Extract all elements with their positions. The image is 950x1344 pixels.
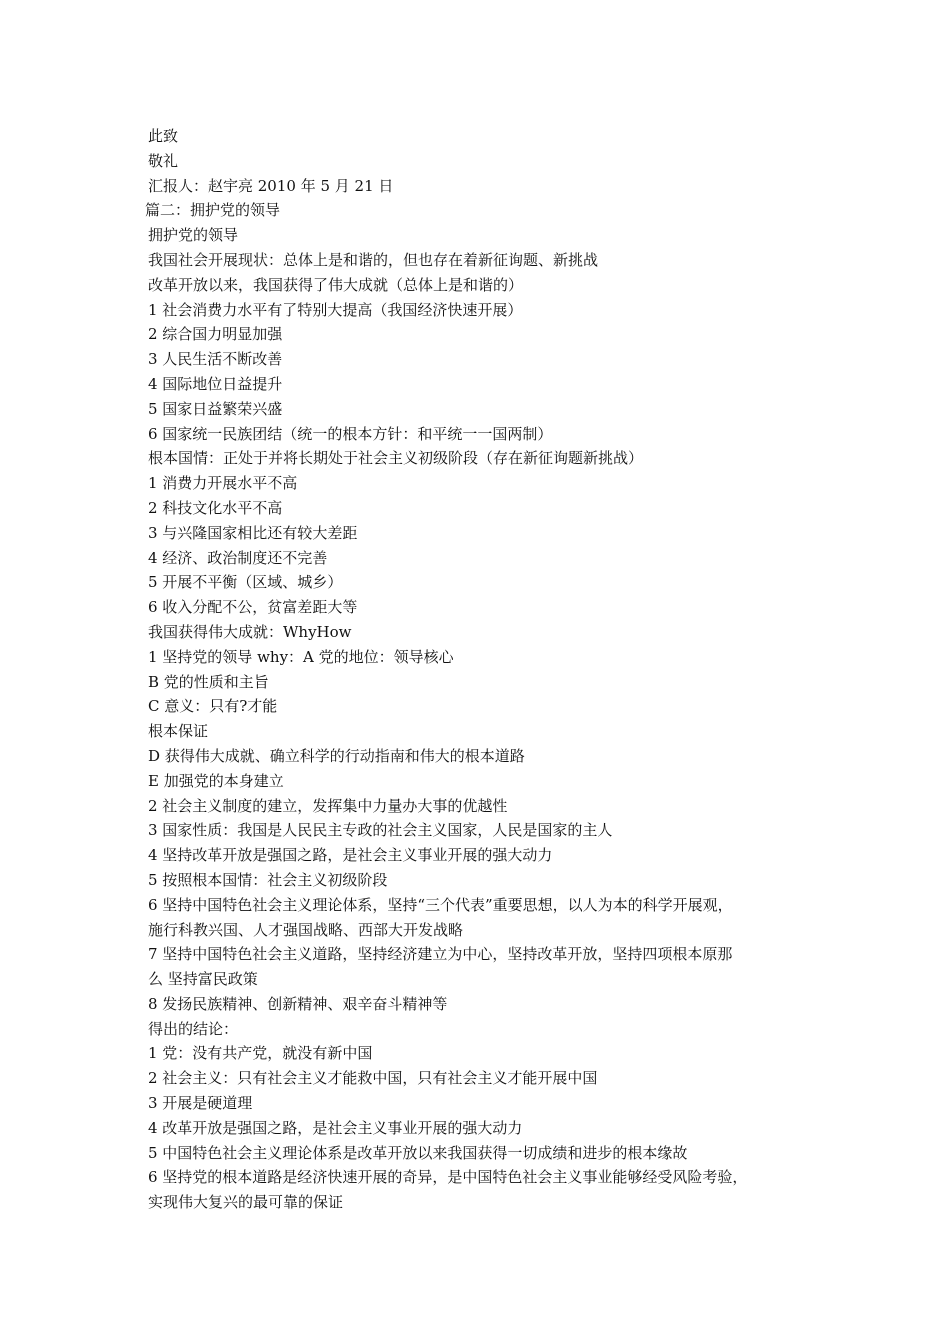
body-line: 我国社会开展现状：总体上是和谐的，但也存在着新征询题、新挑战 [148, 250, 599, 269]
section-title: 拥护党的领导 [148, 226, 239, 245]
list-item: B 党的性质和主旨 [148, 672, 269, 691]
body-line: 根本保证 [148, 722, 209, 741]
list-item: 6 国家统一民族团结（统一的根本方针：和平统一一国两制） [148, 424, 553, 443]
body-line: 我国获得伟大成就：WhyHow [148, 622, 352, 641]
list-item: 3 与兴隆国家相比还有较大差距 [148, 523, 358, 542]
list-item: 5 国家日益繁荣兴盛 [148, 399, 283, 418]
section-heading: 篇二：拥护党的领导 [145, 201, 281, 220]
list-item: 7 坚持中国特色社会主义道路，坚持经济建立为中心，坚持改革开放，坚持四项根本原那 [148, 945, 733, 964]
list-item: 1 消费力开展水平不高 [148, 474, 298, 493]
list-item: 5 中国特色社会主义理论体系是改革开放以来我国获得一切成绩和进步的根本缘故 [148, 1143, 688, 1162]
list-item: D 获得伟大成就、确立科学的行动指南和伟大的根本道路 [148, 746, 525, 765]
list-item: 8 发扬民族精神、创新精神、艰辛奋斗精神等 [148, 994, 448, 1013]
list-item-continuation: 实现伟大复兴的最可靠的保证 [148, 1193, 344, 1212]
list-item: 1 社会消费力水平有了特别大提高（我国经济快速开展） [148, 300, 523, 319]
body-line: 根本国情：正处于并将长期处于社会主义初级阶段（存在新征询题新挑战） [148, 449, 644, 468]
list-item: 4 改革开放是强国之路，是社会主义事业开展的强大动力 [148, 1118, 523, 1137]
list-item: 6 坚持中国特色社会主义理论体系，坚持“三个代表”重要思想，以人为本的科学开展观， [148, 895, 733, 914]
closing-line: 此致 [148, 127, 179, 145]
list-item: 2 社会主义制度的建立，发挥集中力量办大事的优越性 [148, 796, 508, 815]
list-item: 6 坚持党的根本道路是经济快速开展的奇异，是中国特色社会主义事业能够经受风险考验， [148, 1168, 748, 1187]
list-item-continuation: 么 坚持富民政策 [148, 970, 258, 989]
list-item: 1 坚持党的领导 why：A 党的地位：领导核心 [148, 647, 454, 666]
list-item: 4 国际地位日益提升 [148, 374, 283, 393]
document-body [145, 124, 838, 1215]
list-item: 4 经济、政治制度还不完善 [148, 548, 328, 567]
body-line: 得出的结论： [148, 1019, 239, 1038]
reporter-line: 汇报人：赵宇亮 2010 年 5 月 21 日 [148, 176, 394, 195]
list-item: 2 科技文化水平不高 [148, 498, 283, 517]
list-item: 5 按照根本国情：社会主义初级阶段 [148, 870, 388, 889]
list-item: C 意义：只有?才能 [148, 697, 278, 716]
list-item-continuation: 施行科教兴国、人才强国战略、西部大开发战略 [148, 920, 464, 939]
list-item: 2 综合国力明显加强 [148, 325, 283, 344]
list-item: 3 开展是硬道理 [148, 1094, 253, 1113]
list-item: 6 收入分配不公，贫富差距大等 [148, 598, 358, 617]
body-line: 改革开放以来，我国获得了伟大成就（总体上是和谐的） [148, 275, 524, 294]
list-item: 4 坚持改革开放是强国之路，是社会主义事业开展的强大动力 [148, 846, 553, 865]
list-item: E 加强党的本身建立 [148, 771, 284, 790]
salutation-line: 敬礼 [148, 151, 179, 170]
list-item: 3 国家性质：我国是人民民主专政的社会主义国家，人民是国家的主人 [148, 821, 613, 840]
list-item: 1 党：没有共产党，就没有新中国 [148, 1044, 373, 1063]
list-item: 5 开展不平衡（区域、城乡） [148, 573, 343, 592]
list-item: 2 社会主义：只有社会主义才能救中国，只有社会主义才能开展中国 [148, 1069, 598, 1088]
list-item: 3 人民生活不断改善 [148, 350, 283, 369]
